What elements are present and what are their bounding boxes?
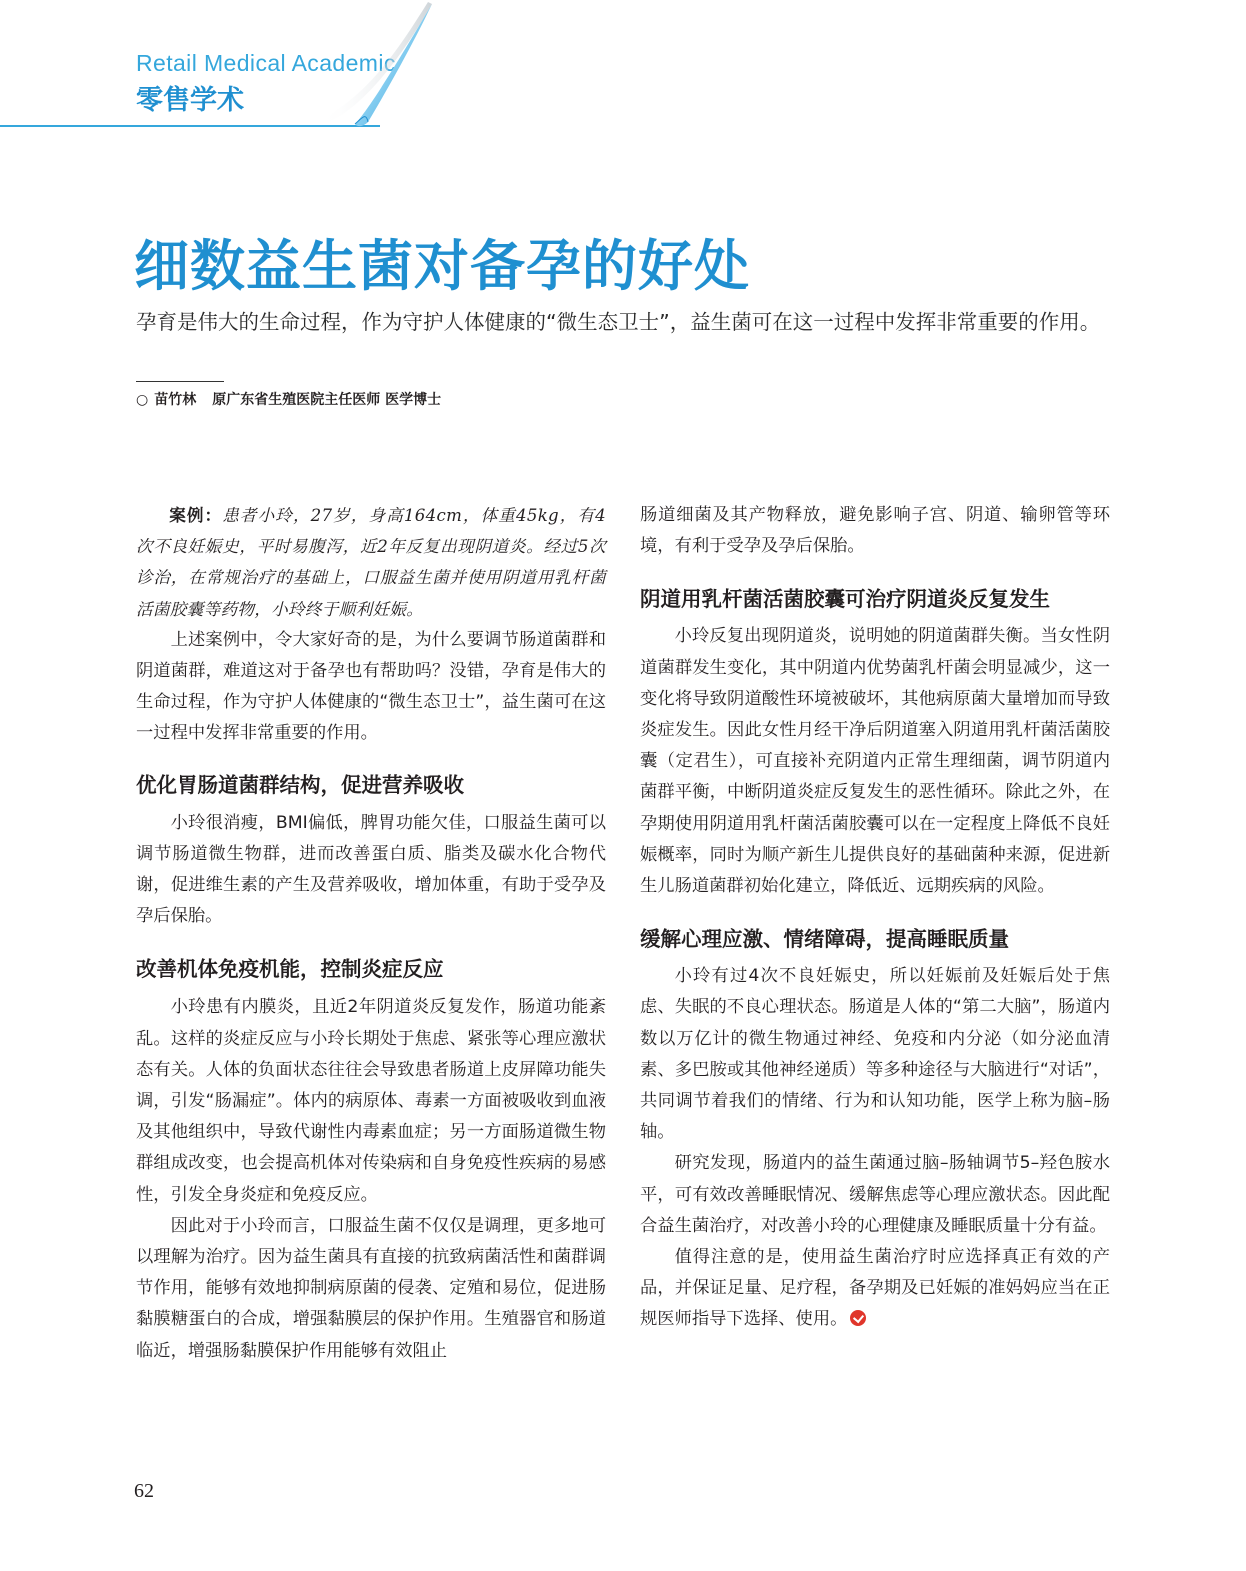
end-mark-icon: [850, 1310, 866, 1326]
article-lead: 孕育是伟大的生命过程，作为守护人体健康的“微生态卫士”，益生菌可在这一过程中发挥非常重要的作用。: [136, 310, 1101, 334]
section-header-en: Retail Medical Academic: [136, 50, 396, 76]
body-paragraph: 肠道细菌及其产物释放，避免影响子宫、阴道、输卵管等环境，有利于受孕及孕后保胎。: [640, 505, 1110, 557]
section-heading: 缓解心理应激、情绪障碍，提高睡眠质量: [640, 927, 1009, 952]
page-number: 62: [134, 1480, 154, 1502]
case-text: 患者小玲，27岁，身高164cm，体重45kg，有4次不良妊娠史，平时易腹泻，近2年反复出现阴道炎。经过5次诊治，在常规治疗的基础上，口服益生菌并使用阴道用乳杆菌活菌胶囊等药物，小玲终于顺利妊娠。: [136, 506, 606, 619]
section-header-zh: 零售学术: [136, 85, 244, 116]
section-heading: 阴道用乳杆菌活菌胶囊可治疗阴道炎反复发生: [640, 587, 1050, 612]
page-curl-icon: [300, 0, 440, 130]
author-title: 原广东省生殖医院主任医师 医学博士: [212, 392, 442, 408]
body-paragraph: 小玲患有内膜炎，且近2年阴道炎反复发作，肠道功能紊乱。这样的炎症反应与小玲长期处于焦虑、紧张等心理应激状态有关。人体的负面状态往往会导致患者肠道上皮屏障功能失调，引发“肠漏症”。体内的病原体、毒素一方面被吸收到血液及其他组织中，导致代谢性内毒素血症；另一方面肠道微生物群组成改变，也会提高机体对传染病和自身免疫性疾病的易感性，引发全身炎症和免疫反应。: [136, 997, 606, 1205]
author-name: 苗竹林: [154, 392, 197, 408]
case-label: 案例：: [169, 506, 223, 525]
right-column: [640, 500, 1110, 1336]
left-column: [136, 500, 606, 1367]
section-heading: 优化胃肠道菌群结构，促进营养吸收: [136, 772, 464, 797]
byline: [136, 389, 441, 409]
author-rule: [136, 381, 224, 382]
body-paragraph: 小玲有过4次不良妊娠史，所以妊娠前及妊娠后处于焦虑、失眠的不良心理状态。肠道是人体的“第二大脑”，肠道内数以万亿计的微生物通过神经、免疫和内分泌（如分泌血清素、多巴胺或其他神经递质）等多种途径与大脑进行“对话”，共同调节着我们的情绪、行为和认知功能，医学上称为脑–肠轴。: [640, 966, 1110, 1143]
body-paragraph: 小玲反复出现阴道炎，说明她的阴道菌群失衡。当女性阴道菌群发生变化，其中阴道内优势菌乳杆菌会明显减少，这一变化将导致阴道酸性环境被破坏，其他病原菌大量增加而导致炎症发生。因此女性月经干净后阴道塞入阴道用乳杆菌活菌胶囊（定君生），可直接补充阴道内正常生理细菌，调节阴道内菌群平衡，中断阴道炎症反复发生的恶性循环。除此之外，在孕期使用阴道用乳杆菌活菌胶囊可以在一定程度上降低不良妊娠概率，同时为顺产新生儿提供良好的基础菌种来源，促进新生儿肠道菌群初始化建立，降低近、远期疾病的风险。: [640, 626, 1110, 897]
body-paragraph-final: [640, 1242, 1110, 1336]
author-mark: ○: [136, 392, 149, 408]
case-paragraph: [136, 500, 606, 625]
body-paragraph: 上述案例中，令大家好奇的是，为什么要调节肠道菌群和阴道菌群，难道这对于备孕也有帮助吗？没错，孕育是伟大的生命过程，作为守护人体健康的“微生态卫士”，益生菌可在这一过程中发挥非常重要的作用。: [136, 629, 606, 744]
final-text: 值得注意的是，使用益生菌治疗时应选择真正有效的产品，并保证足量、足疗程，备孕期及已妊娠的准妈妈应当在正规医师指导下选择、使用。: [640, 1247, 1110, 1330]
section-heading: 改善机体免疫机能，控制炎症反应: [136, 957, 444, 982]
body-paragraph: 研究发现，肠道内的益生菌通过脑–肠轴调节5–羟色胺水平，可有效改善睡眠情况、缓解焦虑等心理应激状态。因此配合益生菌治疗，对改善小玲的心理健康及睡眠质量十分有益。: [640, 1153, 1110, 1236]
body-paragraph: 小玲很消瘦，BMI偏低，脾胃功能欠佳，口服益生菌可以调节肠道微生物群，进而改善蛋白质、脂类及碳水化合物代谢，促进维生素的产生及营养吸收，增加体重，有助于受孕及孕后保胎。: [136, 812, 606, 927]
article-title: 细数益生菌对备孕的好处: [134, 234, 751, 298]
body-paragraph: 因此对于小玲而言，口服益生菌不仅仅是调理，更多地可以理解为治疗。因为益生菌具有直接的抗致病菌活性和菌群调节作用，能够有效地抑制病原菌的侵袭、定殖和易位，促进肠黏膜糖蛋白的合成，增强黏膜层的保护作用。生殖器官和肠道临近，增强肠黏膜保护作用能够有效阻止: [136, 1215, 606, 1361]
